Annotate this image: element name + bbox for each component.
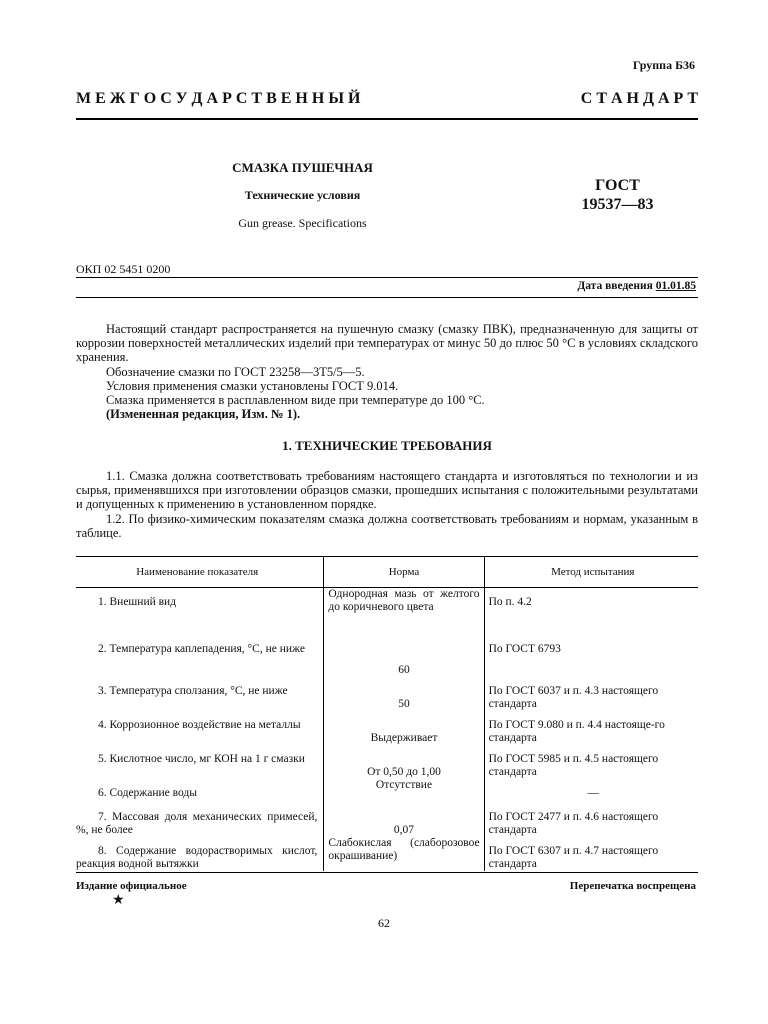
- requirement-paragraph: 1.2. По физико-химическим показателям смазка должна соответствовать требованиям и нормам, указанным в таблице.: [76, 511, 698, 540]
- header-method: Метод испытания: [484, 557, 698, 588]
- indicator-norm: Отсутствие: [324, 779, 484, 803]
- indicator-norm: 60: [324, 635, 484, 677]
- star-icon: ★: [112, 893, 125, 908]
- date-value: 01.01.85: [655, 280, 696, 292]
- gost-number: 19537—83: [581, 196, 654, 213]
- header-norm: Норма: [324, 557, 484, 588]
- header-name: Наименование показателя: [76, 557, 324, 588]
- table-row: [76, 803, 698, 837]
- indicator-norm: Слабокислая (слаборозовое окрашивание): [324, 837, 484, 871]
- indicator-norm: Однородная мазь от желтого до коричневого цвета: [324, 588, 484, 635]
- indicator-method: По ГОСТ 6793: [488, 642, 561, 655]
- indicator-name: 8. Содержание водорастворимых кислот, реакция водной вытяжки: [76, 844, 318, 870]
- introduction-date: [577, 280, 696, 292]
- intro-paragraph: Смазка применяется в расплавленном виде при температуре до 100 °С.: [106, 393, 485, 408]
- english-title: Gun grease. Specifications: [238, 216, 367, 230]
- indicator-name: 6. Содержание воды: [98, 786, 197, 799]
- intro-paragraph: Настоящий стандарт распространяется на пушечную смазку (смазку ПВК), предназначенную для защиты от коррозии поверхностей металлических изделий при температурах от минус 50 до плюс 50 °С в условиях складского хранения.: [76, 322, 698, 365]
- table-row: [76, 588, 698, 635]
- requirements-text: [76, 469, 698, 540]
- intro-paragraph: Обозначение смазки по ГОСТ 23258—3Т5/5—5.: [106, 364, 365, 379]
- banner-left: М Е Ж Г О С У Д А Р С Т В Е Н Н Ы Й: [76, 90, 361, 107]
- standard-banner: [76, 90, 698, 108]
- banner-right: С Т А Н Д А Р Т: [580, 90, 698, 107]
- indicator-norm: От 0,50 до 1,00: [324, 745, 484, 779]
- reprint-notice: Перепечатка воспрещена: [569, 880, 696, 892]
- requirement-paragraph: 1.1. Смазка должна соответствовать требованиям настоящего стандарта и изготовляться по технологии и из сырья, применявшихся при изготовлении образцов смазки, прошедших испытания с положительными результатами и допущенных к применению в установленном порядке.: [76, 469, 698, 512]
- header-rule: [76, 118, 698, 120]
- group-code: Группа Б36: [632, 58, 695, 72]
- indicator-name: 1. Внешний вид: [98, 596, 177, 608]
- gost-designation: [560, 176, 675, 214]
- table-row: [76, 779, 698, 803]
- date-label: Дата введения: [577, 280, 656, 292]
- table-row: [76, 635, 698, 677]
- page-number: 62: [378, 916, 390, 930]
- indicator-method: По ГОСТ 6037 и п. 4.3 настоящего стандарта: [488, 684, 659, 710]
- indicator-method: По п. 4.2: [488, 596, 532, 608]
- indicator-method: По ГОСТ 2477 и п. 4.6 настоящего стандарта: [488, 810, 659, 836]
- intro-paragraph: Условия применения смазки установлены ГОСТ 9.014.: [106, 378, 399, 393]
- okp-rule: [76, 277, 698, 278]
- document-subtitle: Технические условия: [244, 188, 361, 202]
- indicator-norm: Выдерживает: [324, 711, 484, 745]
- okp-code: ОКП 02 5451 0200: [76, 262, 171, 276]
- gost-label: ГОСТ: [595, 177, 640, 194]
- specs-table: [76, 556, 698, 871]
- indicator-method: По ГОСТ 6307 и п. 4.7 настоящего стандарта: [488, 844, 659, 870]
- indicator-name: 7. Массовая доля механических примесей, %, не более: [76, 810, 318, 836]
- indicator-name: 4. Коррозионное воздействие на металлы: [98, 718, 301, 731]
- intro-text: [76, 322, 698, 421]
- table-header-row: [76, 557, 698, 588]
- footer-rule: [76, 872, 698, 873]
- table-row: [76, 837, 698, 871]
- table-row: [76, 745, 698, 779]
- table-row: [76, 711, 698, 745]
- indicator-method: По ГОСТ 9.080 и п. 4.4 настояще-го стандарта: [488, 718, 665, 744]
- date-rule: [76, 297, 698, 298]
- indicator-name: 2. Температура каплепадения, °С, не ниже: [98, 642, 305, 655]
- intro-edit-note: (Измененная редакция, Изм. № 1).: [106, 407, 301, 422]
- section-title: 1. ТЕХНИЧЕСКИЕ ТРЕБОВАНИЯ: [282, 438, 492, 453]
- indicator-name: 3. Температура сползания, °С, не ниже: [98, 684, 288, 697]
- table-row: [76, 677, 698, 711]
- document-title: СМАЗКА ПУШЕЧНАЯ: [232, 160, 373, 175]
- indicator-method: По ГОСТ 5985 и п. 4.5 настоящего стандарта: [488, 752, 659, 778]
- official-edition: Издание официальное: [76, 880, 187, 892]
- indicator-name: 5. Кислотное число, мг КОН на 1 г смазки: [98, 752, 305, 765]
- indicator-norm: 0,07: [324, 803, 484, 837]
- indicator-norm: 50: [324, 677, 484, 711]
- indicator-method: —: [587, 786, 600, 799]
